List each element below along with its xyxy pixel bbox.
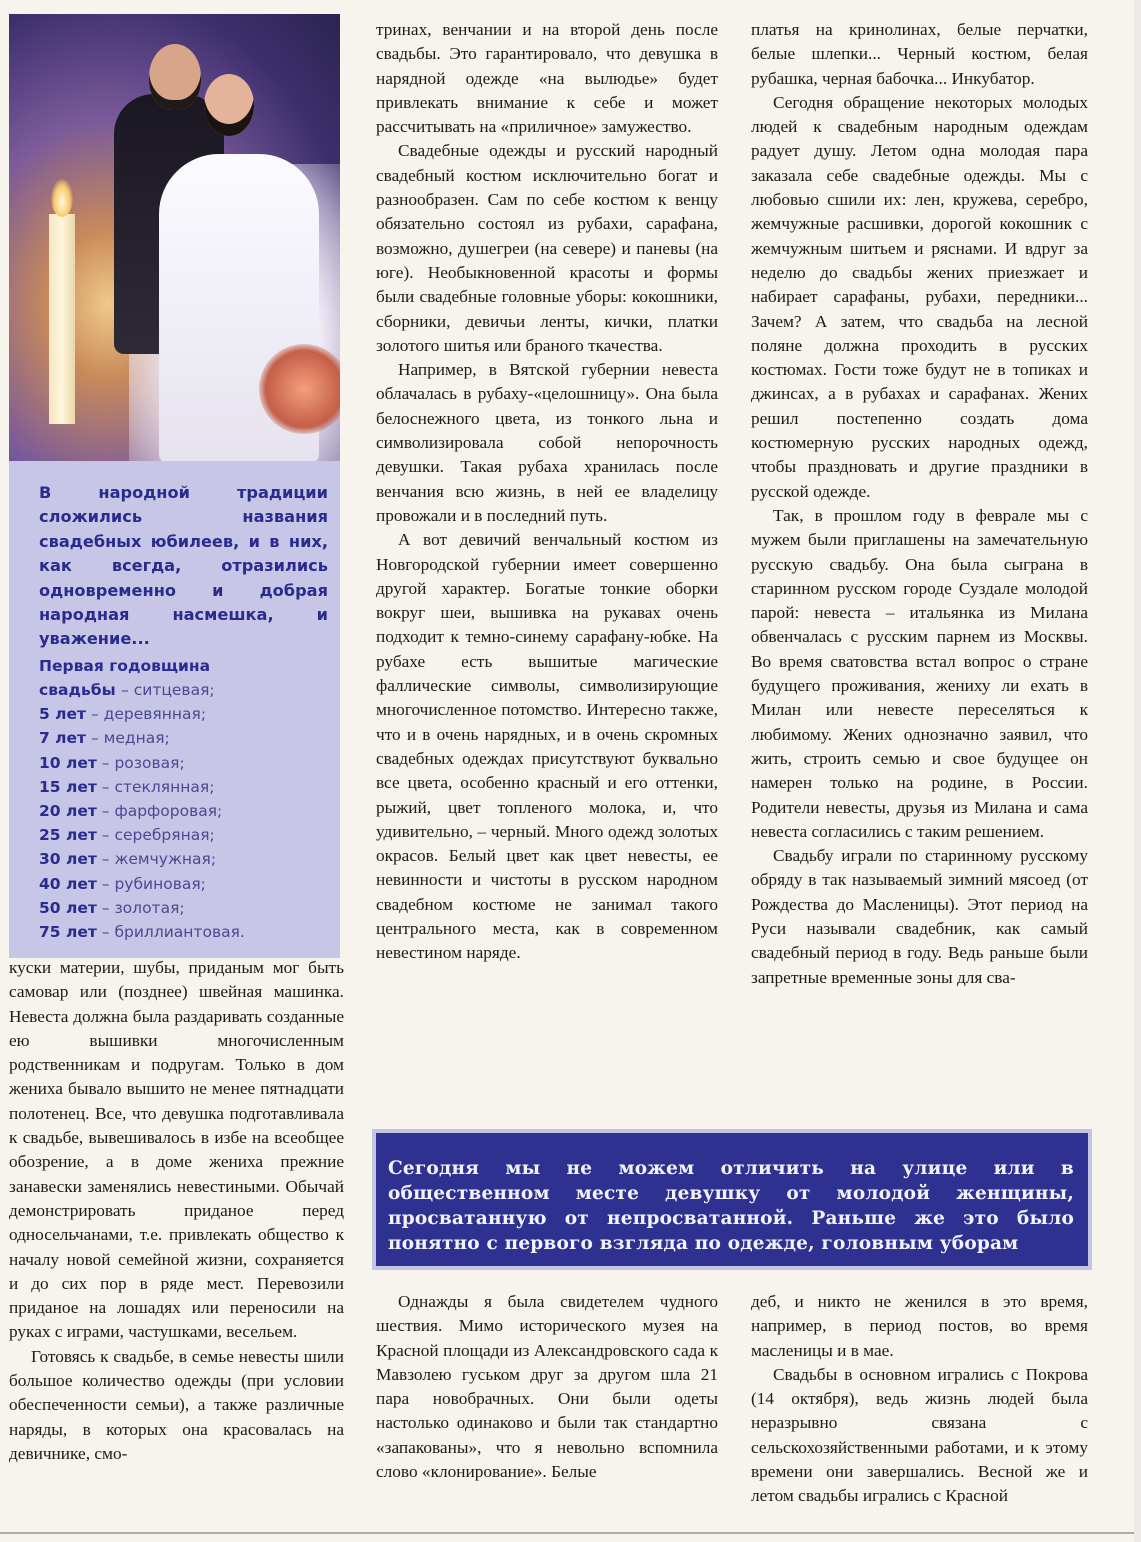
anniversary-years: 7 лет: [39, 729, 87, 748]
anniversary-name: серебряная;: [114, 826, 215, 845]
paragraph: А вот девичий венчальный костюм из Новгородской губернии имеет совершенно другой характер. Богатые тонкие оборки вокруг шеи, вышивка на рукавах очень подходит к темно-синему сарафану-юбке. На рубахе есть вышитые магические фаллические символы, символизирующие многочисленное потомство. Интересно также, что и в очень нарядных, и в очень скромных свадебных одеждах присутствуют буквально все цвета, особенно красный и его оттенки, рыжий, цвет топленого молока, и, что удивительно, – черный. Много одежд золотых окрасов. Белый цвет как цвет невесты, ее невинности и чистоты в русском народном свадебном костюме не занимал такого центрального места, как в современном невестином наряде.: [376, 530, 718, 963]
anniversary-years: 40 лет: [39, 874, 97, 893]
anniversary-name: золотая;: [114, 898, 185, 917]
candle-flame-shape: [51, 179, 73, 217]
anniversary-years: 50 лет: [39, 898, 97, 917]
bottom-rule: [0, 1532, 1141, 1534]
anniversary-name: стеклянная;: [114, 777, 215, 796]
column-3-lower: [751, 1290, 1088, 1509]
anniversary-item: 7 лет – медная;: [39, 729, 170, 748]
column-3-upper: [751, 18, 1088, 990]
anniversary-item: 10 лет – розовая;: [39, 753, 185, 772]
anniversary-sidebar: [9, 461, 340, 958]
paragraph: Сегодня обращение некоторых молодых людей к свадебным народным одеждам радует душу. Летом одна молодая пара заказала себе свадебные одежды. Мы с любовью сшили их: лен, кружева, серебро, жемчужные расшивки, дорогой кокошник с жемчужным шитьем и ряснами. И вдруг за неделю до свадьбы жених приезжает и набирает сарафаны, рубахи, передники... Зачем? А затем, что свадьба на лесной поляне должна проходить в русских костюмах. Гости тоже будут не в топиках и джинсах, а в рубахах и сарафанах. Жених решил постепенно создать дома костюмерную русских народных одежд, чтобы праздновать и другие праздники в русской одежде.: [751, 92, 1088, 501]
anniversary-years: 25 лет: [39, 826, 97, 845]
anniversary-list: [9, 702, 340, 944]
anniversary-years: 20 лет: [39, 802, 97, 821]
paragraph: деб, и никто не женился в это время, например, в период постов, во время масленицы и в мае.: [751, 1292, 1088, 1360]
groom-head-shape: [149, 44, 201, 110]
anniversary-item: 30 лет – жемчужная;: [39, 850, 217, 869]
anniversary-name: розовая;: [114, 753, 185, 772]
paragraph: тринах, венчании и на второй день после свадьбы. Это гарантировало, что девушка в нарядной одежде «на вылюдье» будет привлекать внимание к себе и может рассчитывать на «приличное» замужество.: [376, 20, 718, 137]
paragraph: Свадебные одежды и русский народный свадебный костюм исключительно богат и разнообразен. Сам по себе костюм к венцу обязательно состоял из рубахи, сарафана, возможно, душегреи (на севере) и паневы (на юге). Необыкновенной красоты и формы были свадебные головные уборы: кокошники, сборники, девичьи ленты, кички, платки золотого шитья или браного ткачества.: [376, 141, 718, 355]
rose-shape: [259, 344, 340, 434]
column-2-lower: [376, 1290, 718, 1484]
paragraph: Однажды я была свидетелем чудного шествия. Мимо исторического музея на Красной площади из Александровского сада к Мавзолею гуськом друг за другом шла 21 пара новобрачных. Они были одеты настолько одинаково и были так стандартно «запакованы», что я невольно вспомнила слово «клонирование». Белые: [376, 1292, 718, 1482]
bride-head-shape: [204, 74, 254, 136]
paragraph: платья на кринолинах, белые перчатки, белые шлепки... Черный костюм, белая рубашка, черная бабочка... Инкубатор.: [751, 20, 1088, 88]
anniversary-item: 25 лет – серебряная;: [39, 826, 215, 845]
anniversary-item: 40 лет – рубиновая;: [39, 874, 206, 893]
anniversary-item: 15 лет – стеклянная;: [39, 777, 215, 796]
paragraph: Например, в Вятской губернии невеста облачалась в рубаху-«целошницу». Она была белоснежного цвета, из тонкого льна и символизировала собой непорочность девушки. Такая рубаха хранилась после венчания всю жизнь, в ней ее владелицу провожали и в последний путь.: [376, 360, 718, 525]
anniversary-item: 75 лет – бриллиантовая.: [39, 923, 245, 942]
pull-quote-text: Сегодня мы не можем отличить на улице или в общественном месте девушку от молодой женщины, просватанную от непросватанной. Раньше же это было понятно с первого взгляда по одежде, головным уборам: [388, 1158, 1074, 1254]
anniversary-name: фарфоровая;: [114, 802, 223, 821]
page-edge: [1134, 0, 1141, 1542]
anniversary-years: 30 лет: [39, 850, 97, 869]
first-anniversary-name: ситцевая;: [133, 681, 215, 700]
anniversary-name: медная;: [103, 729, 170, 748]
wedding-couple-photo: [9, 14, 340, 461]
column-2-upper: [376, 18, 718, 966]
anniversary-name: рубиновая;: [114, 874, 206, 893]
first-anniversary-label: Первая годовщина свадьбы: [39, 656, 211, 700]
anniversary-item: 50 лет – золотая;: [39, 898, 185, 917]
anniversary-name: деревянная;: [103, 705, 207, 724]
paragraph: Готовясь к свадьбе, в семье невесты шили большое количество одежды (при условии обеспеченности семьи), а также различные наряды, в которых она красовалась на девичнике, смо-: [9, 1346, 344, 1463]
paragraph: Так, в прошлом году в феврале мы с мужем были приглашены на замечательную русскую свадьбу. Она была сыграна в старинном русском городе Суздале молодой парой: невеста – итальянка из Милана обвенчалась с русским парнем из Москвы. Во время сватовства встал вопрос о стране будущего проживания, жениху ли ехать в Милан или невесте переселяться к любимому. Жених однозначно заявил, что жить, строить семью и свое будущее он намерен только на родине, в России. Родители невесты, друзья из Милана и сама невеста согласились с таким решением.: [751, 505, 1088, 841]
anniversary-years: 10 лет: [39, 753, 97, 772]
column-1-lower: [9, 956, 344, 1466]
paragraph: Свадьбу играли по старинному русскому обряду в так называемый зимний мясоед (от Рождества до Масленицы). Этот период на Руси называли свадебник, как самый свадебный период в году. Ведь раньше были запретные временные зоны для сва-: [751, 846, 1088, 987]
sidebar-first-anniversary: Первая годовщина свадьбы – ситцевая;: [39, 656, 215, 700]
sidebar-intro: В народной традиции сложились названия свадебных юбилеев, и в них, как всегда, отразились одновременно и добрая народная насмешка, и уважение...: [39, 483, 328, 649]
anniversary-years: 15 лет: [39, 777, 97, 796]
anniversary-name: жемчужная;: [114, 850, 217, 869]
anniversary-item: 20 лет – фарфоровая;: [39, 802, 223, 821]
anniversary-years: 5 лет: [39, 705, 87, 724]
anniversary-years: 75 лет: [39, 923, 97, 942]
paragraph: Свадьбы в основном игрались с Покрова (14 октября), ведь жизнь людей была неразрывно связана с сельскохозяйственными работами, и к этому времени они завершались. Весной же и летом свадьбы игрались с Красной: [751, 1364, 1088, 1506]
candle-shape: [49, 214, 75, 424]
pull-quote-box: [372, 1129, 1092, 1270]
anniversary-item: 5 лет – деревянная;: [39, 705, 207, 724]
paragraph: куски материи, шубы, приданым мог быть самовар или (позднее) швейная машинка. Невеста должна была раздаривать созданные ею вышивки многочисленным родственникам и подругам. Только в дом жениха бывало вышито не менее пятнадцати полотенец. Все, что девушка подготавливала к свадьбе, вывешивалось в избе на всеобщее обозрение, а в доме жениха прежние занавески заменялись невестиными. Обычай демонстрировать приданое перед односельчанами, т.е. привлекать общество к началу новой семейной жизни, сохраняется и до сих пор в ряде мест. Перевозили приданое на лошадях или переносили на руках с играми, частушками, весельем.: [9, 958, 344, 1342]
anniversary-name: бриллиантовая.: [114, 923, 245, 942]
